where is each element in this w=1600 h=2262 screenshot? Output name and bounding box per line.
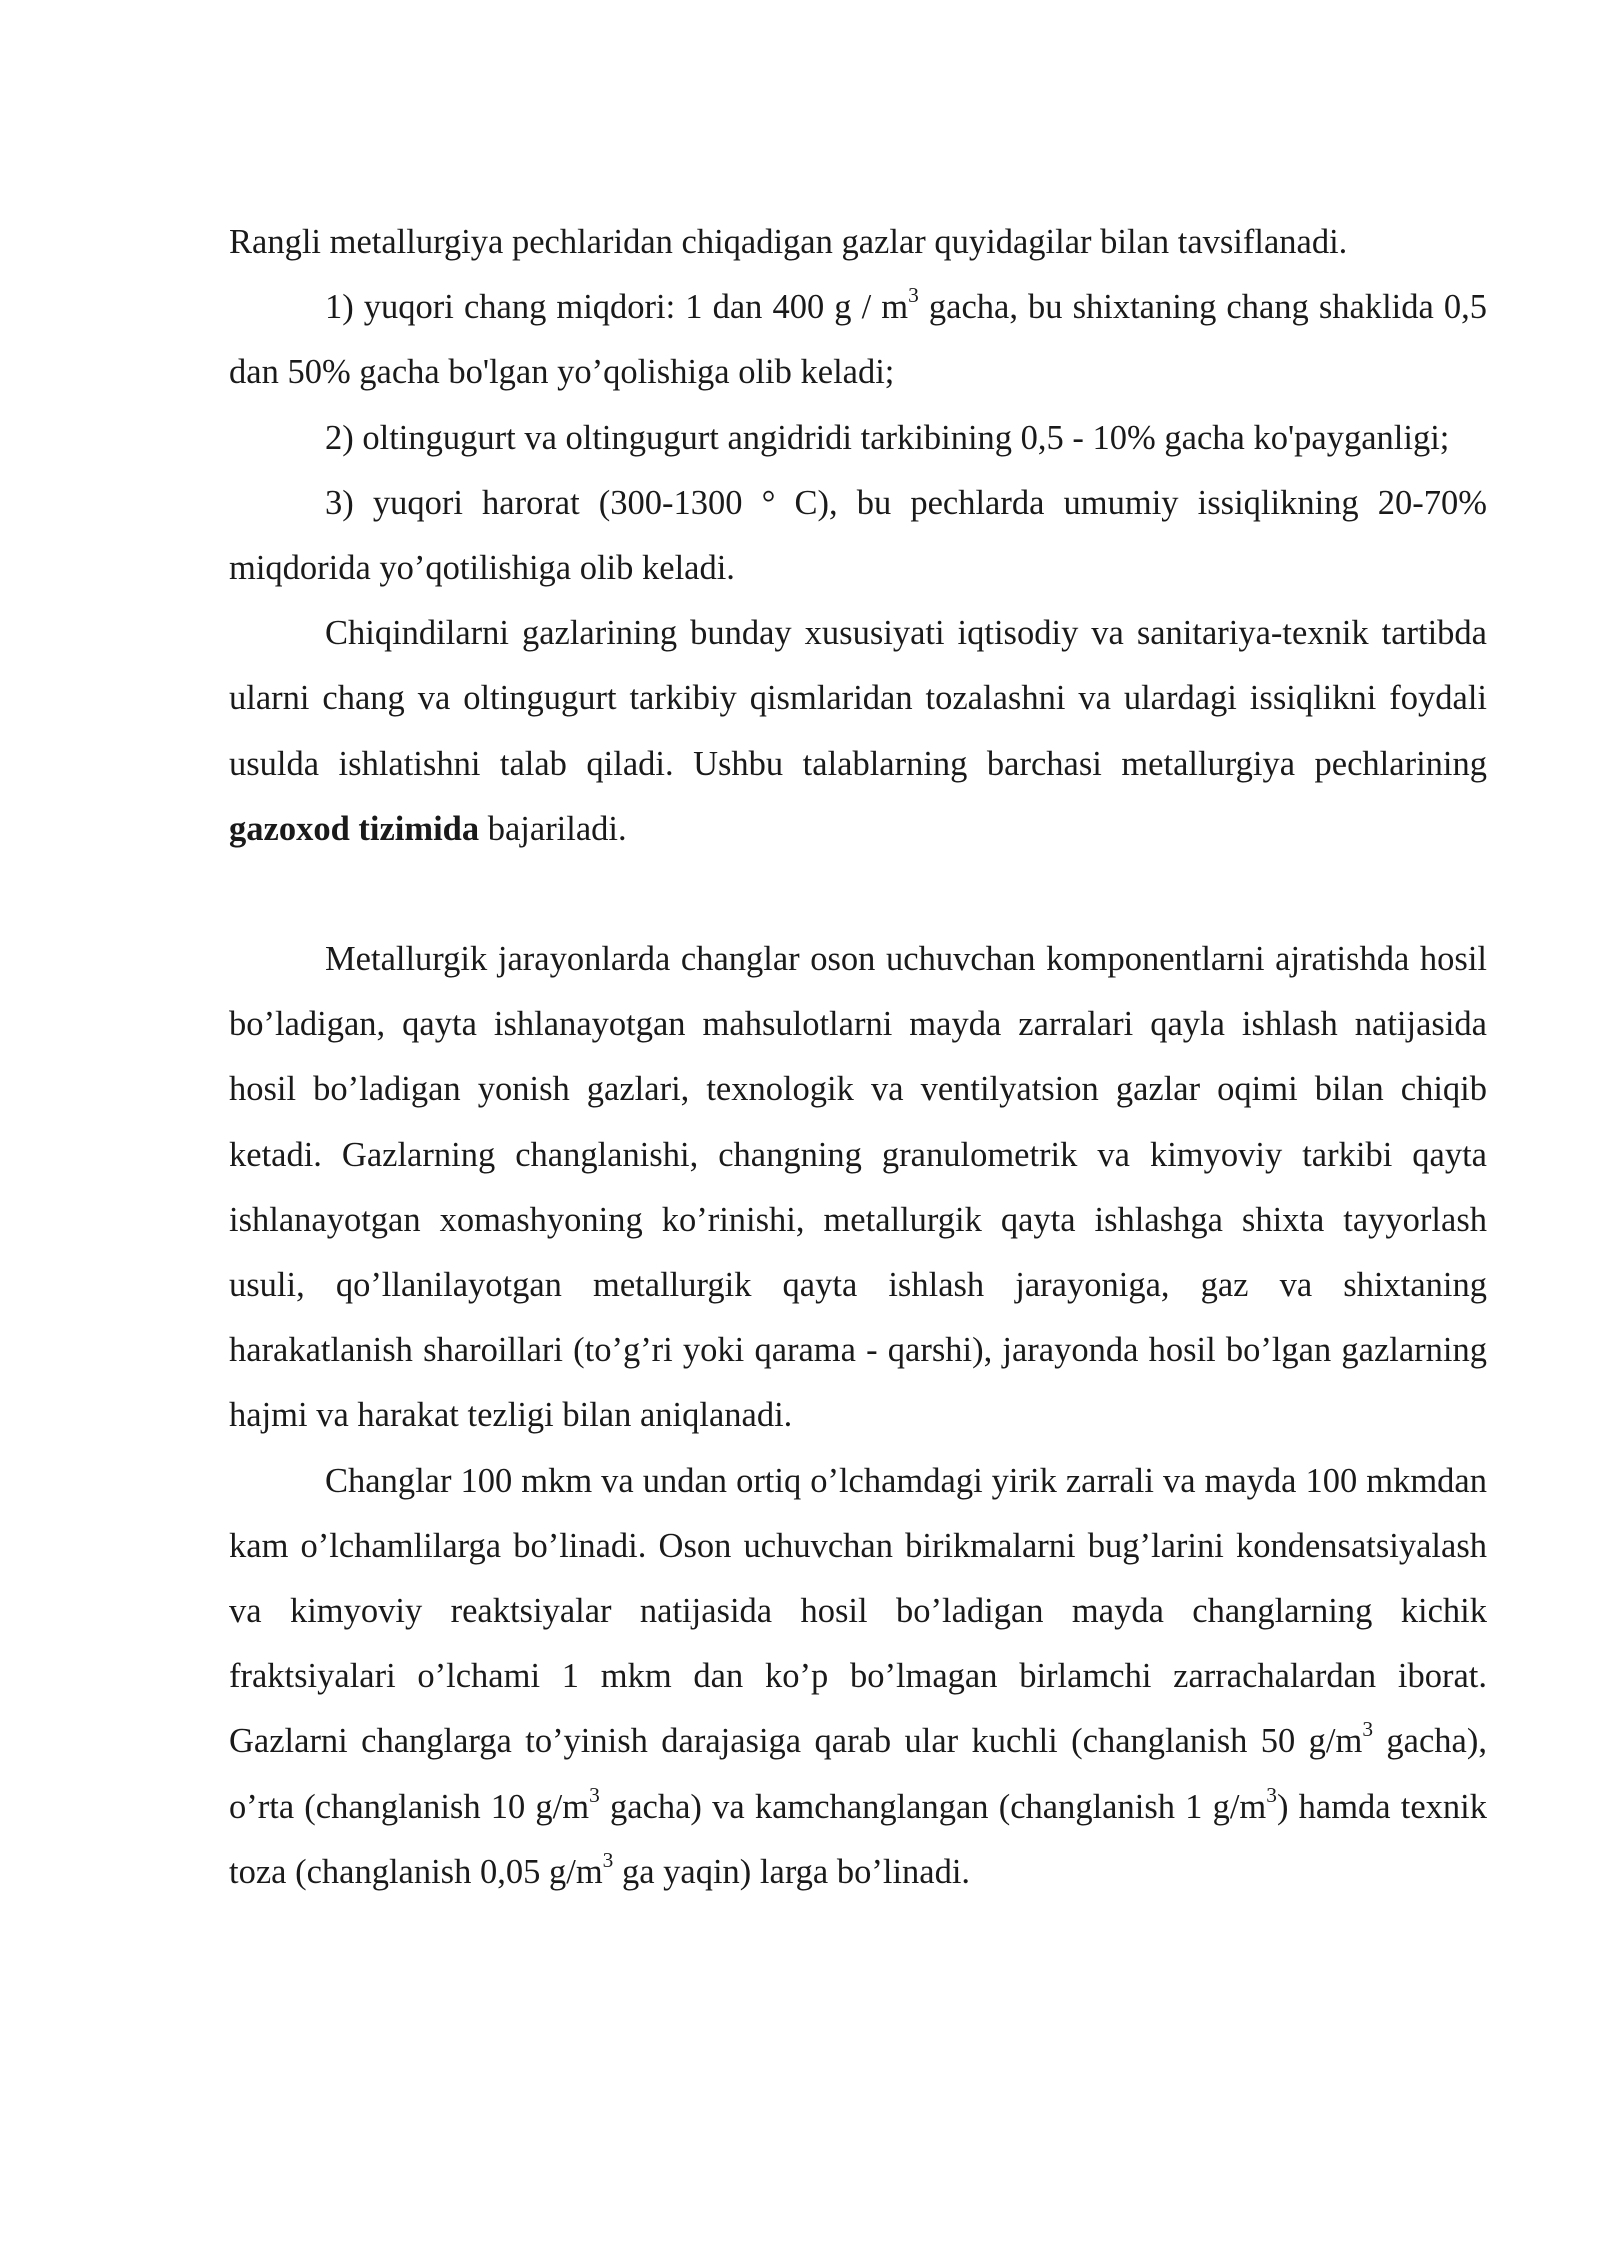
text-run: ga yaqin) larga bo’linadi.: [613, 1852, 971, 1891]
superscript: 3: [589, 1782, 600, 1807]
text-run: gacha, bu shixtaning chang shaklida 0,5 dan 50% gacha bo'lgan yo’qolishiga olib keladi;: [229, 288, 1487, 392]
text-run: Changlar 100 mkm va undan ortiq o’lchamdagi yirik zarrali va mayda 100 mkmdan kam o’lchamlilarga bo’linadi. Oson uchuvchan birikmalarni bug’larini kondensatsiyalash va kimyoviy reaktsiyalar natijasida hosil bo’ladigan mayda changlarning kichik fraktsiyalari o’lchami 1 mkm dan ko’p bo’lmagan birlamchi zarrachalardan iborat. Gazlarni changlarga to’yinish darajasiga qarab ular kuchli (changlanish 50 g/m: [229, 1461, 1487, 1761]
list-item-2: 2) oltingugurt va oltingugurt angidridi tarkibining 0,5 - 10% gacha ko'payganligi;: [325, 418, 1450, 457]
text-run: ) hamda texnik toza (changlanish 0,05 g/m: [229, 1787, 1488, 1891]
dust-origin-paragraph: Metallurgik jarayonlarda changlar oson uchuvchan komponentlarni ajratishda hosil bo’ladigan, qayta ishlanayotgan mahsulotlarni mayda zarralari qayla ishlash natijasida hosil bo’ladigan yonish gazlari, texnologik va ventilyatsion gazlar oqimi bilan chiqib ketadi. Gazlarning changlanishi, changning granulometrik va kimyoviy tarkibi qayta ishlanayotgan xomashyoning ko’rinishi, metallurgik qayta ishlashga shixta tayyorlash usuli, qo’llanilayotgan metallurgik qayta ishlash jarayoniga, gaz va shixtaning harakatlanish sharoillari (to’g’ri yoki qarama - qarshi), jarayonda hosil bo’lgan gazlarning hajmi va harakat tezligi bilan aniqlanadi.: [229, 940, 1487, 1435]
superscript: 3: [1362, 1717, 1374, 1742]
list-item-3: 3) yuqori harorat (300-1300 ° C), bu pechlarda umumiy issiqlikning 20-70% miqdorida yo’qotilishiga olib keladi.: [229, 483, 1487, 588]
text-run: 1) yuqori chang miqdori: 1 dan 400 g / m: [325, 288, 909, 327]
superscript: 3: [602, 1847, 614, 1872]
paragraph-gap: [229, 862, 1487, 927]
text-run: gacha) va kamchanglangan (changlanish 1 g/m: [599, 1787, 1267, 1826]
requirements-paragraph: [229, 601, 1487, 862]
superscript: 3: [1266, 1782, 1277, 1807]
dust-classification-paragraph: [229, 1449, 1487, 1905]
text-run: gacha), o’rta (changlanish 10 g/m: [229, 1722, 1487, 1826]
bold-term: gazoxod tizimida: [229, 809, 480, 848]
intro-paragraph: Rangli metallurgiya pechlaridan chiqadigan gazlar quyidagilar bilan tavsiflanadi.: [229, 223, 1348, 261]
text-run: bajariladi.: [479, 809, 627, 848]
text-run: Chiqindilarni gazlarining bunday xususiyati iqtisodiy va sanitariya-texnik tartibda ularni chang va oltingugurt tarkibiy qismlaridan tozalashni va ulardagi issiqlikni foydali usulda ishlatishni talab qiladi. Ushbu talablarning barchasi metallurgiya pechlarining: [229, 614, 1487, 783]
list-item-1: [229, 275, 1487, 405]
document-page: [229, 210, 1487, 1905]
superscript: 3: [908, 283, 919, 308]
